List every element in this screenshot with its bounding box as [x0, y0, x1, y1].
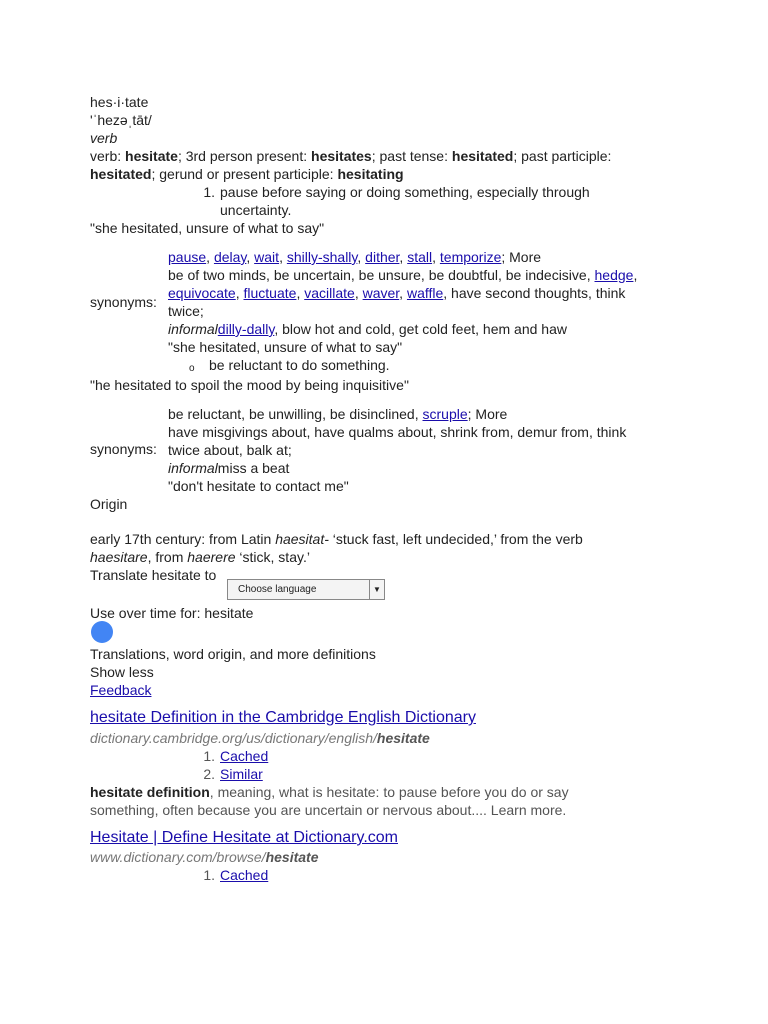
result-2-url-bold: hesitate	[265, 849, 319, 865]
result-2-url-prefix: www.dictionary.com/browse/	[90, 849, 266, 865]
part-of-speech: verb	[90, 130, 118, 146]
origin-text-b2: , from	[147, 549, 188, 565]
informal-rest-1: , blow hot and cold, get cold feet, hem and haw	[274, 321, 567, 337]
language-select-value: Choose language	[238, 584, 317, 595]
origin-latin-3: haerere	[187, 549, 236, 565]
feedback-link-text[interactable]: Feedback	[90, 682, 152, 698]
synonyms-1-line1: pause, delay, wait, shilly-shally, dither, stall, temporize; More	[168, 249, 542, 265]
synonym-link-delay[interactable]: delay	[213, 249, 247, 265]
past-label: ; past tense:	[371, 148, 452, 164]
show-less-button[interactable]: Show less	[90, 664, 154, 680]
synonym-link-waffle[interactable]: waffle	[406, 285, 444, 301]
origin-text-d2: ‘stick, stay.’	[235, 549, 310, 565]
sense-1-def-line1: pause before saying or doing something, especially through	[220, 184, 590, 200]
synonyms-1-example: "she hesitated, unsure of what to say"	[168, 339, 403, 355]
informal-label-2: informal	[168, 460, 218, 476]
synonym-link-wait[interactable]: wait	[254, 249, 280, 265]
form-base: hesitate	[125, 148, 178, 164]
result-2-title[interactable]	[90, 828, 398, 848]
synonym-link-stall[interactable]: stall	[407, 249, 433, 265]
synonym-link-fluctuate[interactable]: fluctuate	[243, 285, 297, 301]
sense-2-def: be reluctant to do something.	[209, 357, 390, 373]
origin-text-c: ‘stuck fast, left undecided,’ from the verb	[328, 531, 583, 547]
result-1-snippet-line1	[90, 783, 569, 801]
result-1-url-bold: hesitate	[376, 730, 430, 746]
synonym-link-temporize[interactable]: temporize	[439, 249, 502, 265]
synonyms-1-line3-text: , have second thoughts, think	[443, 285, 626, 301]
synonym-link-equivocate[interactable]: equivocate	[168, 285, 236, 301]
pronunciation: 'ˈhezəˌtāt/	[90, 112, 152, 128]
result-1-cached[interactable]	[220, 747, 268, 765]
origin-line2	[90, 548, 310, 566]
use-over-time: Use over time for: hesitate	[90, 605, 254, 621]
origin-latin-2: haesitare	[90, 549, 148, 565]
synonyms-2-line2: have misgivings about, have qualms about, shrink from, demur from, think	[168, 424, 627, 440]
synonyms-label-1: synonyms:	[90, 294, 157, 310]
headword-syllables: hes·i·tate	[90, 94, 149, 110]
synonym-link-dilly-dally[interactable]: dilly-dally	[217, 321, 275, 337]
result-1-similar[interactable]	[220, 765, 263, 783]
sense-1-number: 1.	[203, 184, 215, 200]
result-1-snippet-line2: something, often because you are uncertain or nervous about.... Learn more.	[90, 802, 567, 818]
result-1-snippet-text1: , meaning, what is hesitate: to pause before you do or say	[209, 784, 569, 800]
informal-label-1: informal	[168, 321, 218, 337]
result-1-title[interactable]	[90, 708, 476, 728]
synonym-link-scruple[interactable]: scruple	[422, 406, 468, 422]
sense-1-def-line2: uncertainty.	[220, 202, 292, 218]
verb-forms-line2	[90, 165, 404, 183]
ger-label: ; gerund or present participle:	[151, 166, 338, 182]
synonym-link-dither[interactable]: dither	[365, 249, 400, 265]
result-1-cached-link[interactable]: Cached	[220, 748, 269, 764]
pp-label: ; past participle:	[513, 148, 612, 164]
origin-line1	[90, 530, 583, 548]
synonyms-1-line4: twice;	[168, 303, 204, 319]
result-2-cached-link[interactable]: Cached	[220, 867, 269, 883]
more-synonyms-1[interactable]: More	[509, 249, 542, 265]
synonyms-2-informal	[168, 459, 289, 477]
more-synonyms-2[interactable]: ; More	[467, 406, 508, 422]
synonyms-2-line3: twice about, balk at;	[168, 442, 292, 458]
synonyms-2-line1	[168, 405, 507, 423]
language-select[interactable]	[227, 579, 385, 600]
pronunciation-text: ˈhezəˌtāt/	[92, 112, 152, 128]
result-1-url-prefix: dictionary.cambridge.org/us/dictionary/english/	[90, 730, 377, 746]
feedback-link[interactable]	[90, 681, 151, 699]
synonym-link-hedge[interactable]: hedge	[594, 267, 634, 283]
synonyms-2-line1-text: be reluctant, be unwilling, be disinclined,	[168, 406, 423, 422]
result-1-link-1-num: 1.	[203, 748, 215, 764]
result-1-url	[90, 729, 430, 747]
result-2-title-link[interactable]: Hesitate | Define Hesitate at Dictionary.com	[90, 829, 398, 846]
result-1-title-link[interactable]: hesitate Definition in the Cambridge English Dictionary	[90, 709, 476, 726]
result-2-link-1-num: 1.	[203, 867, 215, 883]
verb-forms-line1	[90, 147, 611, 165]
result-2-cached[interactable]	[220, 866, 268, 884]
synonyms-1-informal	[168, 320, 567, 338]
sense-2-bullet: o	[189, 363, 195, 374]
informal-rest-2: miss a beat	[217, 460, 290, 476]
synonyms-1-line2: be of two minds, be uncertain, be unsure, be doubtful, be indecisive, hedge,	[168, 267, 638, 283]
origin-latin-1: haesitat-	[275, 531, 329, 547]
form-pp: hesitated	[90, 166, 152, 182]
form-third: hesitates	[311, 148, 372, 164]
synonyms-1-line3: equivocate, fluctuate, vacillate, waver, waffle, have second thoughts, think	[168, 285, 626, 301]
result-1-snippet-bold: hesitate definition	[90, 784, 210, 800]
synonyms-1-line2-text: be of two minds, be uncertain, be unsure, be doubtful, be indecisive,	[168, 267, 595, 283]
sense-1-example: "she hesitated, unsure of what to say"	[90, 220, 325, 236]
form-gerund: hesitating	[337, 166, 404, 182]
result-2-url	[90, 848, 319, 866]
chevron-down-icon[interactable]: ▼	[369, 580, 384, 599]
result-1-link-2-num: 2.	[203, 766, 215, 782]
synonym-link-vacillate[interactable]: vacillate	[304, 285, 355, 301]
synonym-link-shilly-shally[interactable]: shilly-shally	[286, 249, 358, 265]
synonyms-2-example: "don't hesitate to contact me"	[168, 478, 349, 494]
synonyms-label-2: synonyms:	[90, 441, 157, 457]
origin-heading: Origin	[90, 496, 128, 512]
more-definitions-link[interactable]: Translations, word origin, and more definitions	[90, 646, 376, 662]
result-1-similar-link[interactable]: Similar	[220, 766, 263, 782]
third-label: ; 3rd person present:	[177, 148, 312, 164]
sense-2-example: "he hesitated to spoil the mood by being inquisitive"	[90, 377, 409, 393]
synonym-link-pause[interactable]: pause	[168, 249, 207, 265]
synonym-link-waver[interactable]: waver	[362, 285, 400, 301]
chart-placeholder-dot	[91, 621, 113, 643]
origin-text-a: early 17th century: from Latin	[90, 531, 276, 547]
form-past: hesitated	[451, 148, 514, 164]
verb-label: verb:	[90, 148, 126, 164]
translate-label: Translate hesitate to	[90, 567, 217, 583]
